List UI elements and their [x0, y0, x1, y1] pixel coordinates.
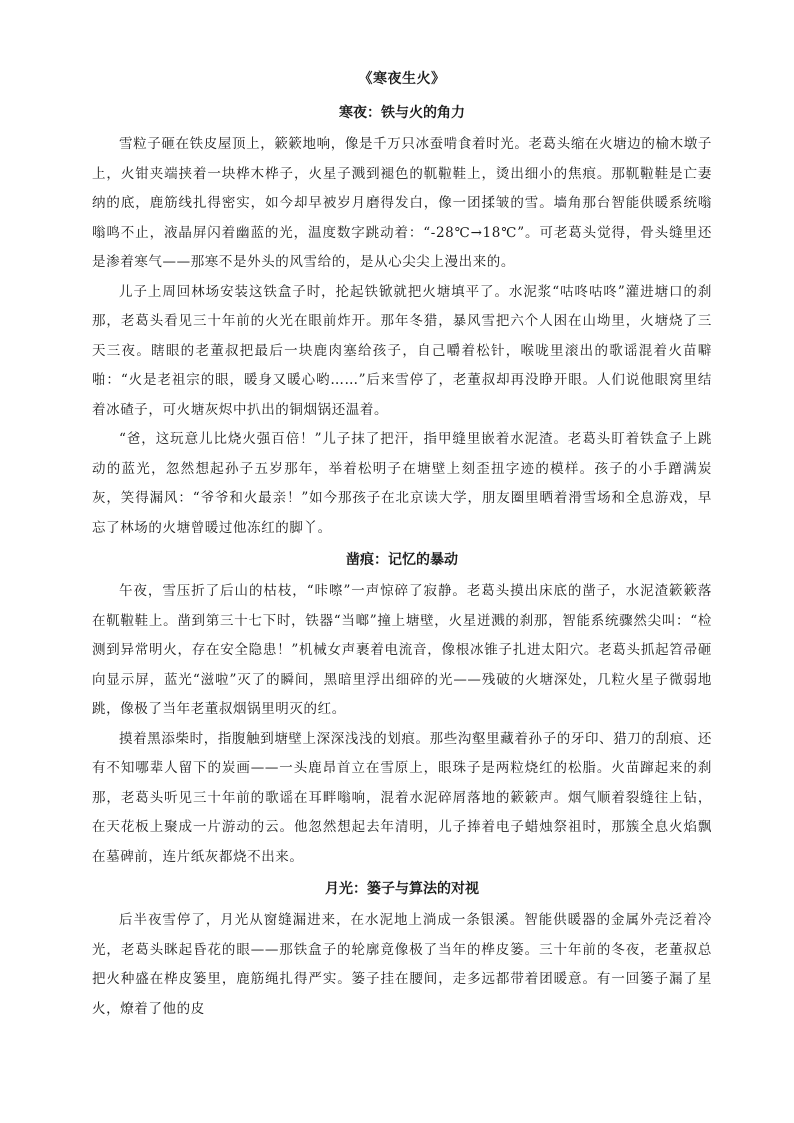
section-heading: 凿痕：记忆的暴动	[346, 552, 458, 568]
paragraph: 后半夜雪停了，月光从窗缝漏进来，在水泥地上淌成一条银溪。智能供暖器的金属外壳泛着冷光，老葛头眯起昏花的眼——那铁盒子的轮廓竟像极了当年的桦皮篓。三十年前的冬夜，老董叔总把火种盛在桦皮篓里，鹿筋绳扎得严实。篓子挂在腰间，走多远都带着团暖意。有一回篓子漏了星火，燎着了他的皮	[92, 912, 712, 1017]
document-title: 《寒夜生火》	[358, 71, 446, 87]
section-2	[92, 549, 712, 872]
paragraph: 雪粒子砸在铁皮屋顶上，簌簌地响，像是千万只冰蚕啃食着时光。老葛头缩在火塘边的榆木墩子上，火钳夹端挟着一块桦木桦子，火星子溅到褪色的靰鞡鞋上，烫出细小的焦痕。那靰鞡鞋是亡妻纳的底，鹿筋线扎得密实，如今却早被岁月磨得发白，像一团揉皱的雪。墙角那台智能供暖系统嗡嗡鸣不止，液晶屏闪着幽蓝的光，温度数字跳动着：“-28℃→18℃”。可老葛头觉得，骨头缝里还是渗着寒气——那寒不是外头的风雪给的，是从心尖尖上漫出来的。	[92, 136, 712, 270]
section-heading: 月光：篓子与算法的对视	[325, 881, 479, 897]
document-page	[92, 60, 712, 1024]
paragraph: 午夜，雪压折了后山的枯枝，“咔嚓”一声惊碎了寂静。老葛头摸出床底的凿子，水泥渣簌簌落在靰鞡鞋上。凿到第三十七下时，铁器“当啷”撞上塘壁，火星迸溅的刹那，智能系统骤然尖叫：“检测到异常明火，存在安全隐患！”机械女声裹着电流音，像根冰锥子扎进太阳穴。老葛头抓起笤帚砸向显示屏，蓝光“滋啦”灭了的瞬间，黑暗里浮出细碎的光——残破的火塘深处，几粒火星子微弱地跳，像极了当年老董叔烟锅里明灭的红。	[92, 583, 712, 717]
section-1	[92, 102, 712, 543]
section-3	[92, 878, 712, 1024]
section-heading: 寒夜：铁与火的角力	[339, 105, 465, 121]
paragraph: 儿子上周回林场安装这铁盒子时，抡起铁锨就把火塘填平了。水泥浆“咕咚咕咚”灌进塘口的刹那，老葛头看见三十年前的火光在眼前炸开。那年冬猎，暴风雪把六个人困在山坳里，火塘烧了三天三夜。瞎眼的老董叔把最后一块鹿肉塞给孩子，自己嚼着松针，喉咙里滚出的歌谣混着火苗噼啪：“火是老祖宗的眼，暖身又暖心哟……”后来雪停了，老董叔却再没睁开眼。人们说他眼窝里结着冰碴子，可火塘灰烬中扒出的铜烟锅还温着。	[92, 283, 712, 418]
paragraph: 摸着黑添柴时，指腹触到塘壁上深深浅浅的划痕。那些沟壑里藏着孙子的牙印、猎刀的刮痕、还有不知哪辈人留下的炭画——一头鹿昂首立在雪原上，眼珠子是两粒烧红的松脂。火苗蹿起来的刹那，老葛头听见三十年前的歌谣在耳畔嗡响，混着水泥碎屑落地的簌簌声。烟气顺着裂缝往上钻，在天花板上聚成一片游动的云。他忽然想起去年清明，儿子捧着电子蜡烛祭祖时，那簇全息火焰飘在墓碑前，连片纸灰都烧不出来。	[92, 730, 712, 865]
paragraph: “爸，这玩意儿比烧火强百倍！”儿子抹了把汗，指甲缝里嵌着水泥渣。老葛头盯着铁盒子上跳动的蓝光，忽然想起孙子五岁那年，举着松明子在塘壁上刻歪扭字迹的模样。孩子的小手蹭满炭灰，笑得漏风：“爷爷和火最亲！”如今那孩子在北京读大学，朋友圈里晒着滑雪场和全息游戏，早忘了林场的火塘曾暖过他冻红的脚丫。	[92, 431, 712, 536]
